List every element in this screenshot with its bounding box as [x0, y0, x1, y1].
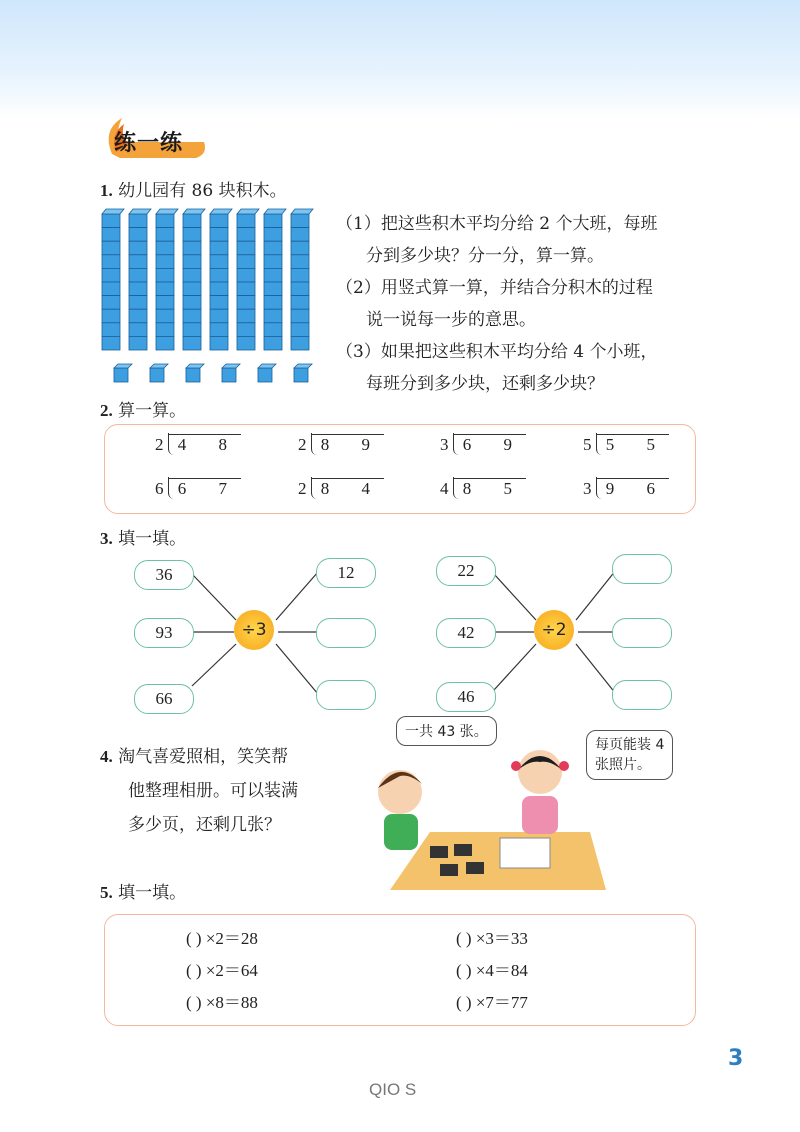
question-text: 多少页，还剩几张？: [128, 815, 281, 835]
equation[interactable]: ( ) ×2＝64: [186, 961, 258, 980]
page-number: 3: [728, 1046, 744, 1071]
question-4: [100, 740, 298, 842]
long-division: 6 6 7: [155, 479, 241, 498]
equation[interactable]: ( ) ×3＝33: [456, 929, 528, 948]
answer-bubble[interactable]: [612, 680, 672, 710]
subpart-line: 分到多少块？分一分，算一算。: [366, 246, 604, 266]
question-text: 他整理相册。可以装满: [128, 781, 298, 801]
answer-bubble[interactable]: [612, 618, 672, 648]
equation[interactable]: ( ) ×7＝77: [456, 993, 528, 1012]
question-number: 4.: [100, 747, 113, 766]
long-division: 3 9 6: [583, 479, 669, 498]
long-division: 2 8 9: [298, 435, 384, 454]
equation[interactable]: ( ) ×8＝88: [186, 993, 258, 1012]
long-division: 5 5 5: [583, 435, 669, 454]
input-bubble: 22: [436, 556, 496, 586]
question-text: 算一算。: [118, 401, 187, 421]
operator-circle: ÷2: [534, 610, 574, 650]
equation[interactable]: ( ) ×4＝84: [456, 961, 528, 980]
question-text: 淘气喜爱照相，笑笑帮: [118, 747, 289, 767]
question-text: 填一填。: [118, 529, 187, 549]
long-division: 3 6 9: [440, 435, 526, 454]
input-bubble: 93: [134, 618, 194, 648]
answer-bubble[interactable]: [316, 618, 376, 648]
question-number: 5.: [100, 883, 113, 902]
question-number: 2.: [100, 401, 113, 420]
long-division: 2 8 4: [298, 479, 384, 498]
question-number: 1.: [100, 181, 113, 200]
speech-bubble: 每页能装 4 张照片。: [586, 730, 673, 780]
subpart-line: 说一说每一步的意思。: [366, 310, 536, 330]
watermark: QIO S: [369, 1080, 417, 1099]
answer-bubble[interactable]: 12: [316, 558, 376, 588]
equation[interactable]: ( ) ×2＝28: [186, 929, 258, 948]
answer-bubble[interactable]: [612, 554, 672, 584]
long-division: 2 4 8: [155, 435, 241, 454]
question-number: 3.: [100, 529, 113, 548]
operator-circle: ÷3: [234, 610, 274, 650]
answer-bubble[interactable]: [316, 680, 376, 710]
input-bubble: 42: [436, 618, 496, 648]
input-bubble: 36: [134, 560, 194, 590]
subpart-line: （3）如果把这些积木平均分给 4 个小班，: [336, 342, 658, 362]
long-division: 4 8 5: [440, 479, 526, 498]
subpart-line: （1）把这些积木平均分给 2 个大班，每班: [336, 214, 658, 234]
subpart-line: （2）用竖式算一算，并结合分积木的过程: [336, 278, 653, 298]
subpart-line: 每班分到多少块，还剩多少块？: [366, 374, 604, 394]
input-bubble: 46: [436, 682, 496, 712]
page-title: 练一练: [114, 131, 184, 156]
question-text: 幼儿园有 86 块积木。: [118, 181, 287, 201]
question-text: 填一填。: [118, 883, 187, 903]
question-5: [100, 878, 186, 903]
children-illustration: [370, 740, 610, 890]
input-bubble: 66: [134, 684, 194, 714]
speech-bubble: 一共 43 张。: [396, 716, 497, 746]
